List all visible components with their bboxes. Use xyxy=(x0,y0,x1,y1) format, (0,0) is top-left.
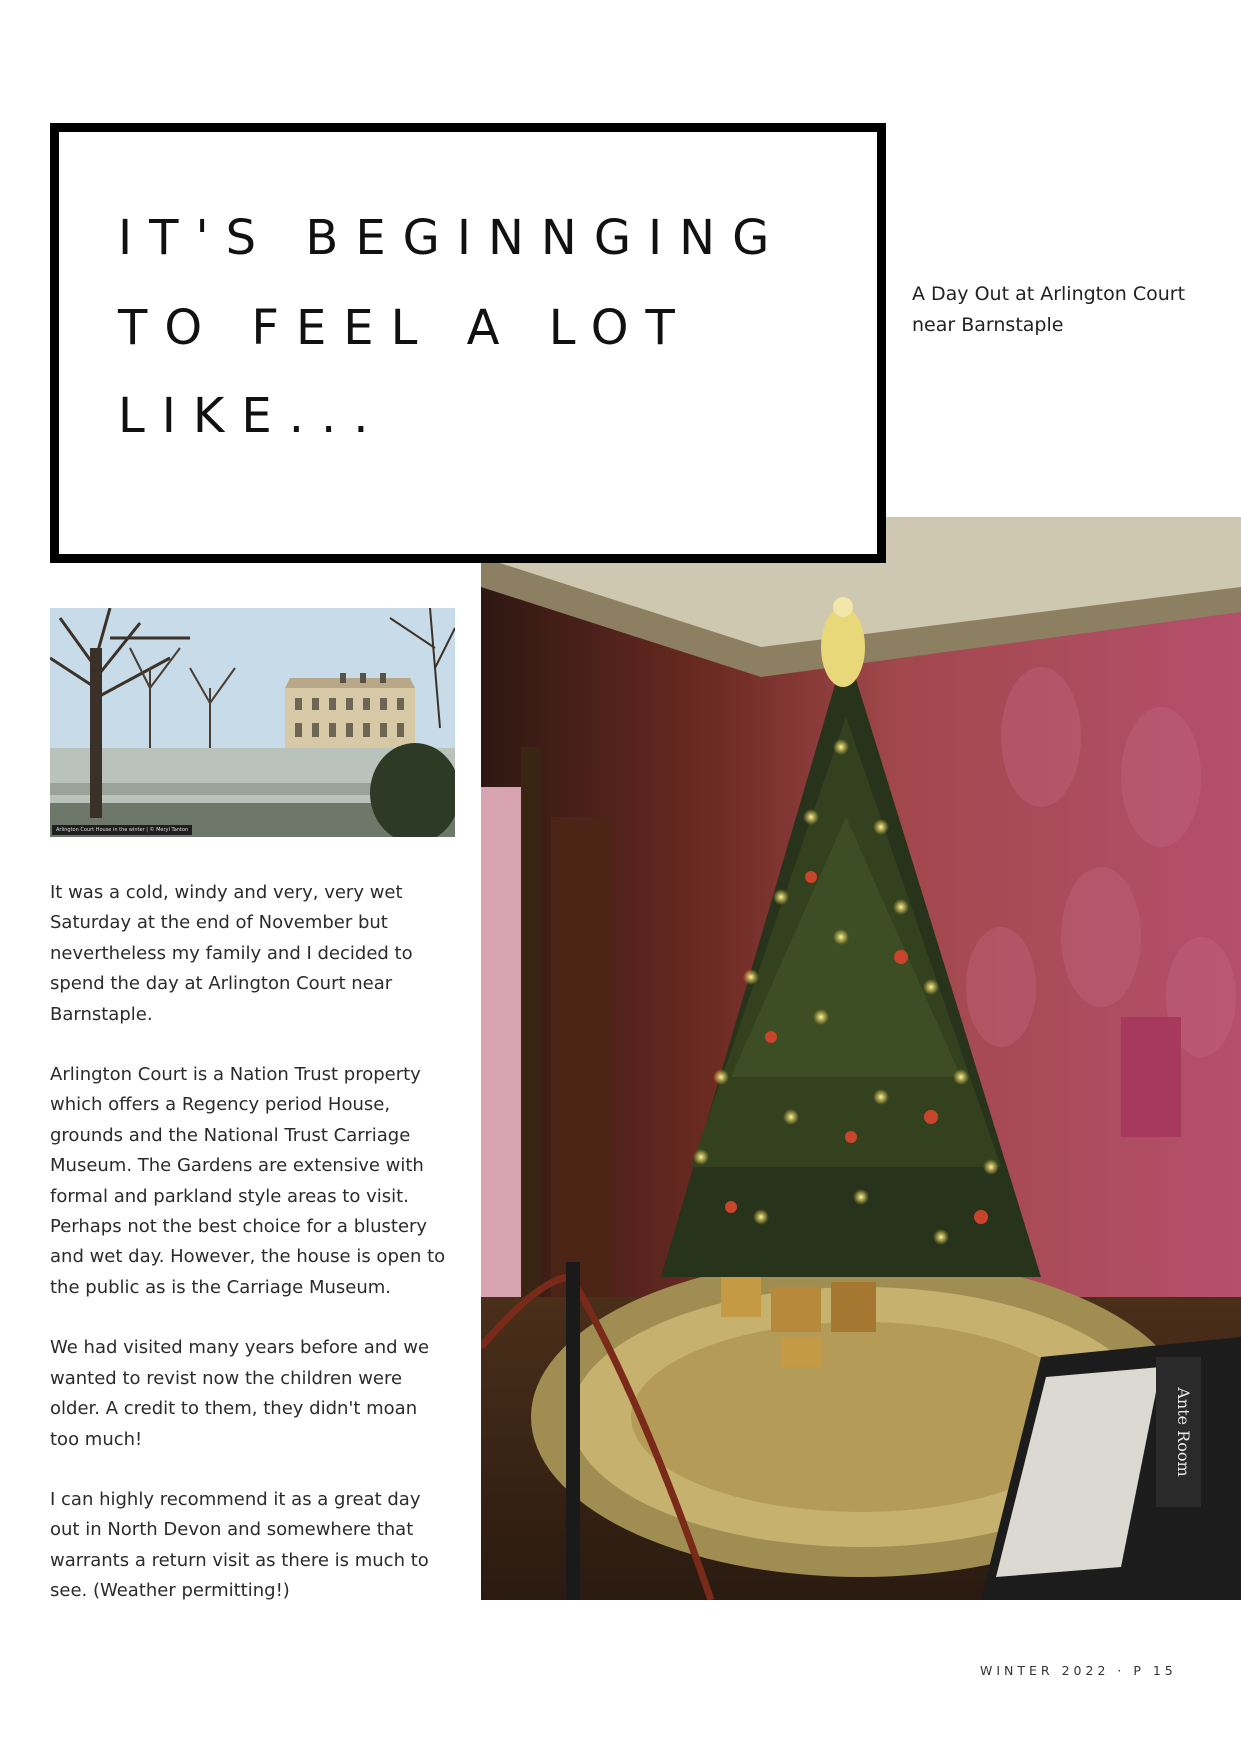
article-subtitle xyxy=(912,279,1212,341)
christmas-tree-photo xyxy=(481,517,1241,1600)
headline-line-3: LIKE... xyxy=(118,388,386,444)
arlington-court-photo xyxy=(50,608,455,837)
headline-line-2: TO FEEL A LOT xyxy=(118,300,692,356)
paragraph-1: It was a cold, windy and very, very wet Saturday at the end of November but nevertheless my family and I decided to spend the day at Arlington Court near Barnstaple. xyxy=(50,882,413,1025)
headline-line-1: IT'S BEGINNGING xyxy=(118,210,787,266)
paragraph-2: Arlington Court is a Nation Trust property which offers a Regency period House, grounds and the National Trust Carriage Museum. The Gardens are extensive with formal and parkland style areas to visit. Perhaps not the best choice for a blustery and wet day. However, the house is open to the public as is the Carriage Museum. xyxy=(50,1064,446,1298)
page-footer: WINTER 2022 · P 15 xyxy=(980,1663,1177,1678)
paragraph-3: We had visited many years before and we wanted to revist now the children were older. A credit to them, they didn't moan too much! xyxy=(50,1337,430,1450)
article-body xyxy=(50,878,450,1637)
subtitle-line-1: A Day Out at Arlington Court xyxy=(912,283,1186,305)
subtitle-line-2: near Barnstaple xyxy=(912,314,1064,336)
paragraph-4: I can highly recommend it as a great day out in North Devon and somewhere that warrants a return visit as there is much to see. (Weather permitting!) xyxy=(50,1488,429,1602)
ante-room-sign: Ante Room xyxy=(1174,1387,1193,1477)
photo-caption: Arlington Court House in the winter | © Meryl Tanton xyxy=(52,825,192,835)
